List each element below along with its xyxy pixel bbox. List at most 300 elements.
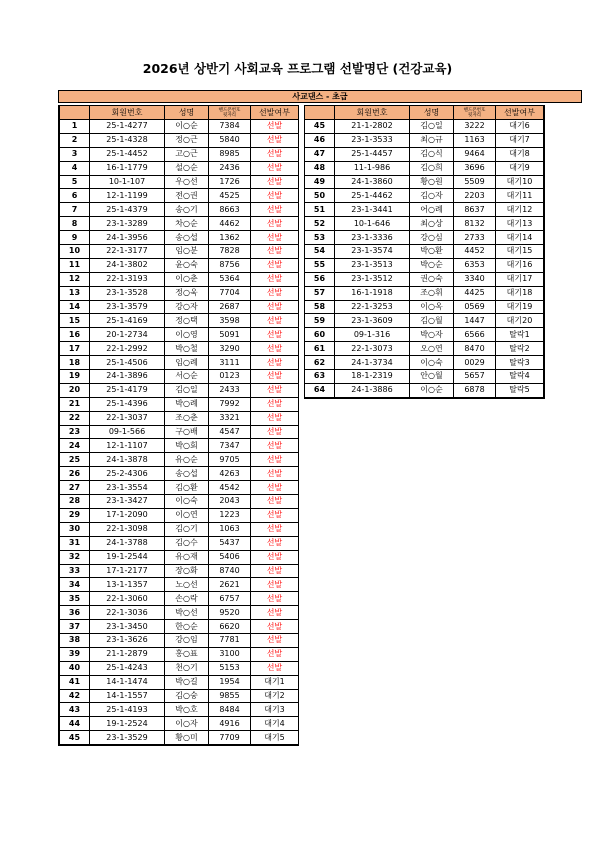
member-name: 이○영 xyxy=(165,328,209,342)
phone-digits: 8132 xyxy=(454,217,496,231)
phone-digits: 4916 xyxy=(209,717,251,731)
member-id: 19-1-2524 xyxy=(90,717,165,731)
phone-digits: 4425 xyxy=(454,286,496,300)
member-name: 유○순 xyxy=(165,453,209,467)
row-number: 2 xyxy=(59,133,90,147)
selection-status: 탈락2 xyxy=(496,342,545,356)
member-name: 김○자 xyxy=(410,189,454,203)
page-title: 2026년 상반기 사회교육 프로그램 선발명단 (건강교육) xyxy=(142,61,453,76)
member-name: 김○환 xyxy=(165,481,209,495)
selection-status: 선발 xyxy=(251,564,299,578)
selection-status: 선발 xyxy=(251,189,299,203)
roster-body-right xyxy=(305,120,545,398)
member-id: 10-1-646 xyxy=(335,217,410,231)
member-name: 구○배 xyxy=(165,425,209,439)
row-number: 14 xyxy=(59,300,90,314)
member-name: 정○근 xyxy=(165,133,209,147)
member-name: 황○원 xyxy=(410,175,454,189)
phone-digits: 8985 xyxy=(209,147,251,161)
selection-status: 선발 xyxy=(251,633,299,647)
selection-status: 선발 xyxy=(251,620,299,634)
member-id: 25-1-4396 xyxy=(90,397,165,411)
member-id: 23-1-3427 xyxy=(90,495,165,509)
member-name: 차○순 xyxy=(165,217,209,231)
member-name: 손○락 xyxy=(165,592,209,606)
table-row xyxy=(305,120,545,134)
member-name: 송○기 xyxy=(165,203,209,217)
member-name: 우○선 xyxy=(165,175,209,189)
row-number: 5 xyxy=(59,175,90,189)
row-number: 3 xyxy=(59,147,90,161)
table-row xyxy=(59,203,299,217)
phone-digits: 5509 xyxy=(454,175,496,189)
table-row xyxy=(59,550,299,564)
selection-status: 선발 xyxy=(251,203,299,217)
selection-status: 선발 xyxy=(251,397,299,411)
row-number: 33 xyxy=(59,564,90,578)
member-id: 25-1-4452 xyxy=(90,147,165,161)
table-row xyxy=(59,175,299,189)
member-id: 22-1-3037 xyxy=(90,411,165,425)
selection-status: 탈락1 xyxy=(496,328,545,342)
row-number: 46 xyxy=(305,133,335,147)
phone-digits: 4547 xyxy=(209,425,251,439)
row-number: 21 xyxy=(59,397,90,411)
table-row xyxy=(59,189,299,203)
member-id: 23-1-3289 xyxy=(90,217,165,231)
row-number: 57 xyxy=(305,286,335,300)
header-row xyxy=(59,106,299,120)
row-number: 47 xyxy=(305,147,335,161)
member-name: 이○춘 xyxy=(165,272,209,286)
member-id: 14-1-1474 xyxy=(90,675,165,689)
member-name: 윤○숙 xyxy=(165,258,209,272)
table-row xyxy=(59,592,299,606)
selection-status: 선발 xyxy=(251,647,299,661)
phone-digits: 5364 xyxy=(209,272,251,286)
member-id: 23-1-3441 xyxy=(335,203,410,217)
phone-digits: 7781 xyxy=(209,633,251,647)
selection-status: 선발 xyxy=(251,467,299,481)
row-number: 23 xyxy=(59,425,90,439)
table-row xyxy=(59,578,299,592)
phone-digits: 9855 xyxy=(209,689,251,703)
member-name: 정○욱 xyxy=(165,286,209,300)
member-name: 김○월 xyxy=(410,314,454,328)
member-id: 11-1-986 xyxy=(335,161,410,175)
member-id: 23-1-3529 xyxy=(90,731,165,745)
row-number: 11 xyxy=(59,258,90,272)
table-row xyxy=(59,300,299,314)
row-number: 27 xyxy=(59,481,90,495)
table-row xyxy=(305,203,545,217)
phone-digits: 5153 xyxy=(209,661,251,675)
selection-status: 대기11 xyxy=(496,189,545,203)
phone-digits: 2203 xyxy=(454,189,496,203)
phone-digits: 7347 xyxy=(209,439,251,453)
table-row xyxy=(305,328,545,342)
member-id: 16-1-1918 xyxy=(335,286,410,300)
phone-digits: 1223 xyxy=(209,508,251,522)
member-id: 21-1-2879 xyxy=(90,647,165,661)
member-id: 25-1-4277 xyxy=(90,120,165,134)
row-number: 25 xyxy=(59,453,90,467)
selection-status: 탈락5 xyxy=(496,383,545,397)
row-number: 35 xyxy=(59,592,90,606)
member-name: 권○숙 xyxy=(410,272,454,286)
member-id: 09-1-566 xyxy=(90,425,165,439)
member-id: 25-1-4457 xyxy=(335,147,410,161)
member-name: 정○택 xyxy=(165,314,209,328)
table-row xyxy=(59,133,299,147)
table-row xyxy=(59,245,299,259)
selection-status: 선발 xyxy=(251,439,299,453)
table-row xyxy=(59,286,299,300)
selection-status: 대기7 xyxy=(496,133,545,147)
selection-status: 대기8 xyxy=(496,147,545,161)
row-number: 32 xyxy=(59,550,90,564)
member-id: 17-1-2177 xyxy=(90,564,165,578)
selection-status: 선발 xyxy=(251,606,299,620)
header-status: 선발여부 xyxy=(496,106,545,120)
member-id: 24-1-3886 xyxy=(335,383,410,397)
row-number: 29 xyxy=(59,508,90,522)
row-number: 19 xyxy=(59,370,90,384)
selection-status: 선발 xyxy=(251,578,299,592)
member-name: 임○례 xyxy=(165,356,209,370)
member-name: 이○숙 xyxy=(165,495,209,509)
table-row xyxy=(305,258,545,272)
member-id: 25-2-4306 xyxy=(90,467,165,481)
member-name: 박○선 xyxy=(165,606,209,620)
table-row xyxy=(59,439,299,453)
table-row xyxy=(59,564,299,578)
selection-status: 선발 xyxy=(251,286,299,300)
member-name: 안○월 xyxy=(410,370,454,384)
phone-digits: 3598 xyxy=(209,314,251,328)
member-id: 23-1-3513 xyxy=(335,258,410,272)
selection-status: 대기3 xyxy=(251,703,299,717)
table-row xyxy=(59,661,299,675)
member-id: 12-1-1107 xyxy=(90,439,165,453)
row-number: 7 xyxy=(59,203,90,217)
phone-digits: 5840 xyxy=(209,133,251,147)
row-number: 16 xyxy=(59,328,90,342)
selection-status: 선발 xyxy=(251,592,299,606)
table-row xyxy=(59,522,299,536)
member-id: 13-1-1357 xyxy=(90,578,165,592)
member-name: 이○숙 xyxy=(410,356,454,370)
member-name: 박○례 xyxy=(165,397,209,411)
selection-status: 선발 xyxy=(251,300,299,314)
roster-table-left xyxy=(58,105,299,746)
member-id: 23-1-3336 xyxy=(335,231,410,245)
member-name: 김○일 xyxy=(410,120,454,134)
row-number: 20 xyxy=(59,383,90,397)
table-row xyxy=(59,508,299,522)
row-number: 51 xyxy=(305,203,335,217)
phone-digits: 1163 xyxy=(454,133,496,147)
phone-digits: 4525 xyxy=(209,189,251,203)
table-row xyxy=(59,370,299,384)
selection-status: 선발 xyxy=(251,383,299,397)
selection-status: 대기4 xyxy=(251,717,299,731)
table-row xyxy=(59,425,299,439)
selection-status: 선발 xyxy=(251,147,299,161)
table-row xyxy=(305,356,545,370)
member-id: 25-1-4328 xyxy=(90,133,165,147)
header-no xyxy=(59,106,90,120)
phone-digits: 6566 xyxy=(454,328,496,342)
selection-status: 대기2 xyxy=(251,689,299,703)
member-id: 22-1-3177 xyxy=(90,245,165,259)
member-id: 23-1-3609 xyxy=(335,314,410,328)
table-row xyxy=(59,258,299,272)
phone-digits: 3321 xyxy=(209,411,251,425)
table-row xyxy=(59,495,299,509)
selection-status: 대기15 xyxy=(496,245,545,259)
phone-digits: 8484 xyxy=(209,703,251,717)
row-number: 55 xyxy=(305,258,335,272)
row-number: 49 xyxy=(305,175,335,189)
member-name: 조○춘 xyxy=(165,411,209,425)
table-row xyxy=(305,175,545,189)
table-row xyxy=(59,717,299,731)
selection-status: 대기17 xyxy=(496,272,545,286)
row-number: 12 xyxy=(59,272,90,286)
row-number: 63 xyxy=(305,370,335,384)
phone-digits: 5657 xyxy=(454,370,496,384)
header-status: 선발여부 xyxy=(251,106,299,120)
table-row xyxy=(305,161,545,175)
member-id: 09-1-316 xyxy=(335,328,410,342)
table-row xyxy=(59,328,299,342)
phone-digits: 1954 xyxy=(209,675,251,689)
phone-digits: 2436 xyxy=(209,161,251,175)
phone-digits: 5091 xyxy=(209,328,251,342)
selection-status: 탈락4 xyxy=(496,370,545,384)
member-name: 장○화 xyxy=(165,564,209,578)
selection-status: 선발 xyxy=(251,258,299,272)
member-name: 오○연 xyxy=(410,342,454,356)
phone-digits: 9705 xyxy=(209,453,251,467)
table-row xyxy=(59,411,299,425)
member-name: 김○수 xyxy=(165,536,209,550)
row-number: 37 xyxy=(59,620,90,634)
table-row xyxy=(305,314,545,328)
selection-status: 탈락3 xyxy=(496,356,545,370)
selection-status: 선발 xyxy=(251,314,299,328)
phone-digits: 3290 xyxy=(209,342,251,356)
member-id: 14-1-1557 xyxy=(90,689,165,703)
member-id: 24-1-3878 xyxy=(90,453,165,467)
phone-digits: 2043 xyxy=(209,495,251,509)
member-id: 24-1-3956 xyxy=(90,231,165,245)
selection-status: 선발 xyxy=(251,161,299,175)
member-id: 23-1-3512 xyxy=(335,272,410,286)
member-name: 설○순 xyxy=(165,161,209,175)
phone-digits: 1447 xyxy=(454,314,496,328)
member-id: 10-1-107 xyxy=(90,175,165,189)
member-name: 박○순 xyxy=(410,258,454,272)
phone-digits: 8740 xyxy=(209,564,251,578)
roster-table-right xyxy=(304,105,545,399)
table-row xyxy=(59,647,299,661)
row-number: 48 xyxy=(305,161,335,175)
member-id: 25-1-4179 xyxy=(90,383,165,397)
selection-status: 선발 xyxy=(251,175,299,189)
member-id: 21-1-2802 xyxy=(335,120,410,134)
row-number: 41 xyxy=(59,675,90,689)
member-name: 김○희 xyxy=(410,161,454,175)
row-number: 13 xyxy=(59,286,90,300)
phone-digits: 3340 xyxy=(454,272,496,286)
phone-digits: 7384 xyxy=(209,120,251,134)
selection-status: 선발 xyxy=(251,133,299,147)
phone-digits: 3222 xyxy=(454,120,496,134)
row-number: 10 xyxy=(59,245,90,259)
row-number: 40 xyxy=(59,661,90,675)
table-row xyxy=(305,286,545,300)
row-number: 54 xyxy=(305,245,335,259)
phone-digits: 5437 xyxy=(209,536,251,550)
phone-digits: 7992 xyxy=(209,397,251,411)
row-number: 53 xyxy=(305,231,335,245)
phone-digits: 5406 xyxy=(209,550,251,564)
table-row xyxy=(59,147,299,161)
selection-status: 선발 xyxy=(251,425,299,439)
member-id: 23-1-3554 xyxy=(90,481,165,495)
phone-digits: 0569 xyxy=(454,300,496,314)
phone-digits: 9464 xyxy=(454,147,496,161)
phone-digits: 2433 xyxy=(209,383,251,397)
member-name: 서○순 xyxy=(165,370,209,384)
row-number: 18 xyxy=(59,356,90,370)
selection-status: 대기14 xyxy=(496,231,545,245)
selection-status: 대기18 xyxy=(496,286,545,300)
row-number: 26 xyxy=(59,467,90,481)
table-row xyxy=(59,356,299,370)
table-row xyxy=(305,300,545,314)
member-id: 25-1-4169 xyxy=(90,314,165,328)
row-number: 24 xyxy=(59,439,90,453)
row-number: 6 xyxy=(59,189,90,203)
selection-status: 선발 xyxy=(251,411,299,425)
member-id: 22-1-3253 xyxy=(335,300,410,314)
member-id: 24-1-3896 xyxy=(90,370,165,384)
member-id: 25-1-4243 xyxy=(90,661,165,675)
selection-status: 선발 xyxy=(251,328,299,342)
phone-digits: 6757 xyxy=(209,592,251,606)
phone-digits: 4263 xyxy=(209,467,251,481)
member-id: 17-1-2090 xyxy=(90,508,165,522)
row-number: 45 xyxy=(59,731,90,745)
member-name: 박○환 xyxy=(410,245,454,259)
phone-digits: 2687 xyxy=(209,300,251,314)
member-name: 어○례 xyxy=(410,203,454,217)
phone-digits: 6878 xyxy=(454,383,496,397)
table-row xyxy=(305,245,545,259)
member-name: 김○기 xyxy=(165,522,209,536)
member-name: 박○회 xyxy=(165,439,209,453)
member-id: 23-1-3450 xyxy=(90,620,165,634)
selection-status: 선발 xyxy=(251,217,299,231)
table-row xyxy=(59,689,299,703)
member-id: 24-1-3802 xyxy=(90,258,165,272)
table-row xyxy=(59,161,299,175)
table-row xyxy=(59,633,299,647)
row-number: 64 xyxy=(305,383,335,397)
table-row xyxy=(59,217,299,231)
table-row xyxy=(59,314,299,328)
header-member-id: 회원번호 xyxy=(90,106,165,120)
table-row xyxy=(305,272,545,286)
member-name: 유○재 xyxy=(165,550,209,564)
selection-status: 선발 xyxy=(251,495,299,509)
table-row xyxy=(59,536,299,550)
selection-status: 선발 xyxy=(251,550,299,564)
selection-status: 대기20 xyxy=(496,314,545,328)
member-id: 16-1-1779 xyxy=(90,161,165,175)
table-row xyxy=(59,620,299,634)
roster-body-left xyxy=(59,120,299,746)
table-row xyxy=(59,342,299,356)
phone-digits: 1063 xyxy=(209,522,251,536)
member-id: 23-1-3528 xyxy=(90,286,165,300)
row-number: 42 xyxy=(59,689,90,703)
phone-digits: 0123 xyxy=(209,370,251,384)
member-id: 25-1-4506 xyxy=(90,356,165,370)
member-name: 이○옥 xyxy=(410,300,454,314)
row-number: 22 xyxy=(59,411,90,425)
member-id: 23-1-3533 xyxy=(335,133,410,147)
header-phone-digits: 핸드폰번호 뒷자리 xyxy=(209,106,251,120)
section-header: 사교댄스 - 초급 xyxy=(58,90,582,103)
selection-status: 선발 xyxy=(251,481,299,495)
member-id: 23-1-3574 xyxy=(335,245,410,259)
header-name: 성명 xyxy=(410,106,454,120)
selection-status: 선발 xyxy=(251,370,299,384)
member-id: 18-1-2319 xyxy=(335,370,410,384)
row-number: 58 xyxy=(305,300,335,314)
member-name: 강○임 xyxy=(165,633,209,647)
phone-digits: 4542 xyxy=(209,481,251,495)
row-number: 50 xyxy=(305,189,335,203)
table-row xyxy=(305,189,545,203)
row-number: 31 xyxy=(59,536,90,550)
member-id: 25-1-4379 xyxy=(90,203,165,217)
phone-digits: 8663 xyxy=(209,203,251,217)
selection-status: 선발 xyxy=(251,245,299,259)
row-number: 17 xyxy=(59,342,90,356)
table-row xyxy=(305,231,545,245)
phone-digits: 7828 xyxy=(209,245,251,259)
row-number: 59 xyxy=(305,314,335,328)
selection-status: 선발 xyxy=(251,661,299,675)
phone-digits: 0029 xyxy=(454,356,496,370)
selection-status: 선발 xyxy=(251,508,299,522)
selection-status: 대기1 xyxy=(251,675,299,689)
member-name: 강○심 xyxy=(410,231,454,245)
member-id: 25-1-4462 xyxy=(335,189,410,203)
member-name: 박○길 xyxy=(165,675,209,689)
member-name: 노○선 xyxy=(165,578,209,592)
phone-digits: 8470 xyxy=(454,342,496,356)
member-name: 송○섭 xyxy=(165,231,209,245)
member-name: 임○분 xyxy=(165,245,209,259)
selection-status: 대기13 xyxy=(496,217,545,231)
member-id: 22-1-3193 xyxy=(90,272,165,286)
